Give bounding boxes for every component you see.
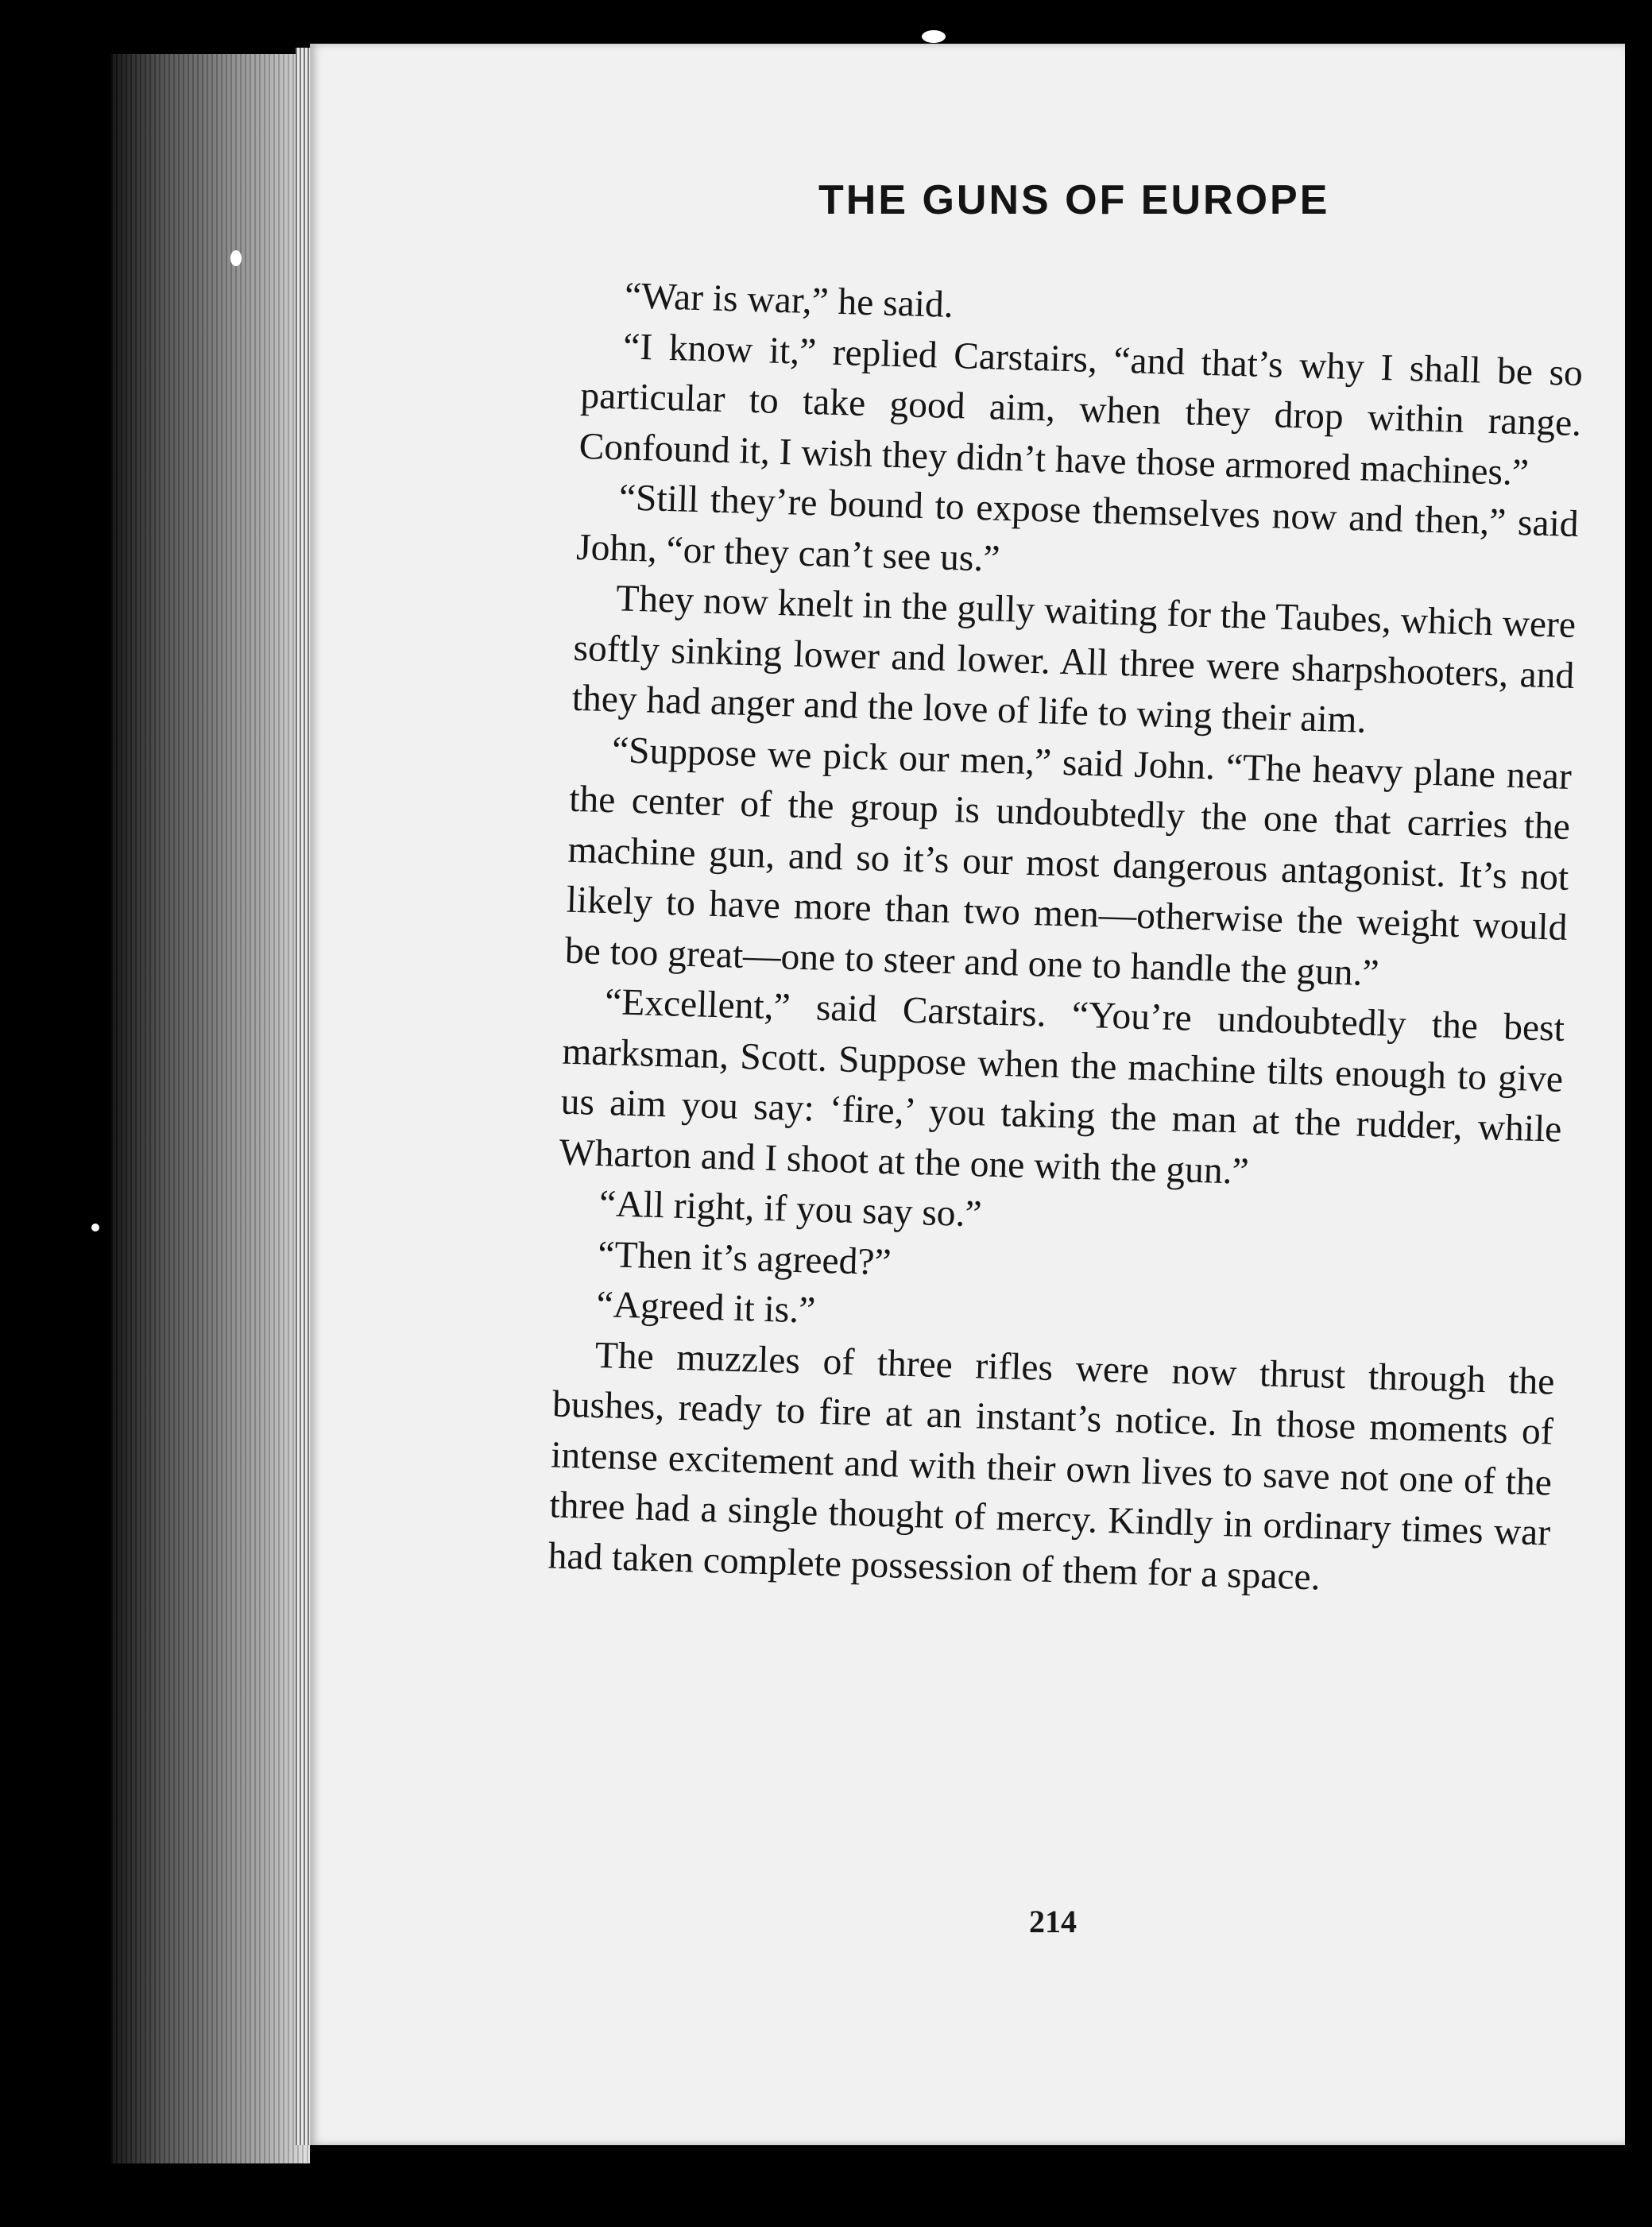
book-page-edges bbox=[111, 54, 310, 2163]
paragraph: They now knelt in the gully waiting for the Taubes, which were softly sinking lower and lower. All three were sharpshooters, and they had anger and the love of life to wing their aim. bbox=[571, 578, 1577, 741]
paragraph: “Then it’s agreed?” bbox=[597, 1233, 892, 1283]
paragraph: “Still they’re bound to expose themselves now and then,” said John, “or they can’t see us.” bbox=[575, 477, 1580, 580]
running-head: THE GUNS OF EUROPE bbox=[818, 177, 1330, 223]
page-number: 214 bbox=[1029, 1904, 1077, 1939]
paragraph: “Excellent,” said Carstairs. “You’re undoubtedly the best marksman, Scott. Suppose when the machine tilts enough to give us aim you say: ‘fire,’ you taking the man at the rudder, while Wharton and I shoot at the one with the gun.” bbox=[559, 981, 1565, 1193]
body-text bbox=[547, 270, 1585, 1610]
paragraph: “Agreed it is.” bbox=[595, 1283, 816, 1332]
dust-speck bbox=[922, 30, 946, 43]
page-stack-lines bbox=[296, 48, 310, 2145]
paragraph: “I know it,” replied Carstairs, “and that’s why I shall be so particular to take good aim, when they drop within range. Confound it, I wish they didn’t have those armored machines.” bbox=[578, 325, 1584, 493]
paragraph: “All right, if you say so.” bbox=[598, 1183, 983, 1235]
paragraph: “War is war,” he said. bbox=[624, 275, 954, 326]
dust-speck bbox=[91, 1224, 99, 1231]
dust-speck bbox=[230, 250, 242, 266]
paragraph: The muzzles of three rifles were now thrust through the bushes, ready to fire at an instant’s notice. In those moments of intense excitement and with their own lives to save not one of the three had a single thought of mercy. Kindly in ordinary times war had taken complete possession of them for a space. bbox=[547, 1334, 1556, 1599]
paragraph: “Suppose we pick our men,” said John. “The heavy plane near the center of the group is undoubtedly the one that carries the machine gun, and so it’s our most dangerous antagonist. It’s not likely to have more than two men—otherwise the weight would be too great—one to steer and one to handle the gun.” bbox=[564, 729, 1573, 994]
